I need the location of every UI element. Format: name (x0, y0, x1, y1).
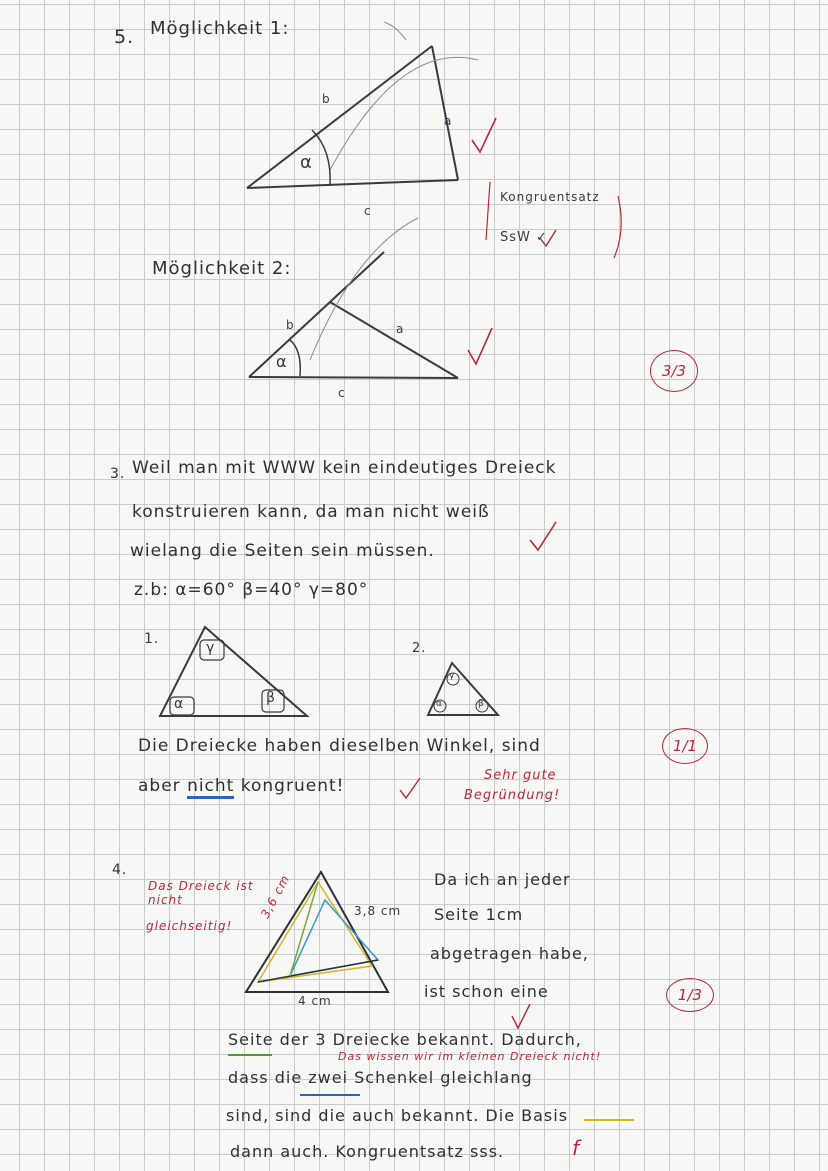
task4-text-line3: abgetragen habe, (430, 944, 589, 963)
teacher-comment-line2: Begründung! (464, 788, 561, 803)
triangle-option1 (247, 46, 458, 188)
task3-line1: Weil man mit WWW kein eindeutiges Dreieck (132, 458, 557, 478)
label-c-2: c (338, 386, 346, 400)
tri2-alpha: α (436, 699, 443, 709)
task3-conclusion-line1: Die Dreiecke haben dieselben Winkel, sind (138, 736, 541, 756)
construction-arc-1b (384, 22, 406, 40)
task3-score: 1/1 (662, 728, 708, 764)
check-mark-5 (512, 1004, 530, 1028)
label-a-2: a (396, 322, 405, 336)
label-a-1: a (444, 114, 453, 128)
congruence-line1: Kongruentsatz (500, 190, 600, 204)
side-right-label: 3,8 cm (354, 904, 402, 918)
task5-option1-heading: Möglichkeit 1: (150, 18, 290, 39)
label-c-1: c (364, 204, 372, 218)
congruence-line2: SsW ✓ (500, 230, 548, 245)
task4-teacher-mark: f (572, 1136, 581, 1160)
task4-teacher-note-line1: Das Dreieck ist (148, 879, 254, 893)
tri1-beta: β (266, 690, 276, 706)
side-bottom-label: 4 cm (298, 994, 332, 1008)
conclusion-pre: aber (138, 776, 188, 796)
task3-line3: wielang die Seiten sein müssen. (130, 541, 435, 561)
task4-score: 1/3 (666, 978, 714, 1012)
task4-teacher-note-line2: nicht (148, 893, 183, 907)
task4-text-line5: Seite der 3 Dreiecke bekannt. Dadurch, (228, 1030, 582, 1049)
task5-option2-heading: Möglichkeit 2: (152, 258, 292, 279)
angle-arc-1 (312, 130, 330, 186)
task4-text-line8: dann auch. Kongruentsatz sss. (230, 1142, 505, 1161)
tri1-gamma: γ (206, 640, 216, 656)
task4-text-line1: Da ich an jeder (434, 870, 571, 889)
task3-line2: konstruieren kann, da man nicht weiß (132, 502, 490, 522)
construction-arc-1 (330, 57, 478, 170)
task5-number: 5. (114, 26, 135, 48)
task4-text-line4: ist schon eine (424, 982, 549, 1001)
angle-arc-2 (290, 340, 300, 376)
task4-number: 4. (112, 862, 128, 878)
task3-number: 3. (110, 466, 126, 482)
conclusion-post: kongruent! (234, 776, 345, 796)
task4-teacher-note-line3: gleichseitig! (146, 919, 233, 933)
tri2-beta: β (478, 699, 485, 709)
tri2-gamma: γ (449, 671, 456, 681)
task4-teacher-inline: Das wissen wir im kleinen Dreieck nicht! (338, 1050, 602, 1063)
label-b-1: b (322, 92, 331, 106)
task4-text-line6: dass die zwei Schenkel gleichlang (228, 1068, 533, 1087)
label-b-2: b (286, 318, 295, 332)
task3-conclusion-line2 (138, 776, 344, 796)
task3-example: z.b: α=60° β=40° γ=80° (134, 580, 369, 600)
tri1-label: 1. (144, 631, 160, 647)
conclusion-underlined: nicht (187, 776, 234, 799)
task4-text-line2: Seite 1cm (434, 905, 524, 924)
construction-arc-2 (310, 218, 418, 360)
tri1-alpha: α (174, 696, 185, 712)
tri2-label: 2. (412, 641, 427, 656)
task4-text-line7: sind, sind die auch bekannt. Die Basis (226, 1106, 569, 1125)
teacher-comment-line1: Sehr gute (484, 768, 557, 783)
check-mark-2 (468, 328, 492, 364)
label-alpha-2: α (276, 352, 288, 371)
task5-score: 3/3 (650, 350, 698, 392)
check-mark-4 (400, 778, 420, 798)
label-alpha-1: α (300, 152, 313, 173)
check-mark-1 (472, 118, 496, 152)
check-mark-3 (530, 522, 556, 550)
side-left-label: 3,6 cm (258, 872, 293, 921)
triangle-task4 (246, 872, 388, 992)
